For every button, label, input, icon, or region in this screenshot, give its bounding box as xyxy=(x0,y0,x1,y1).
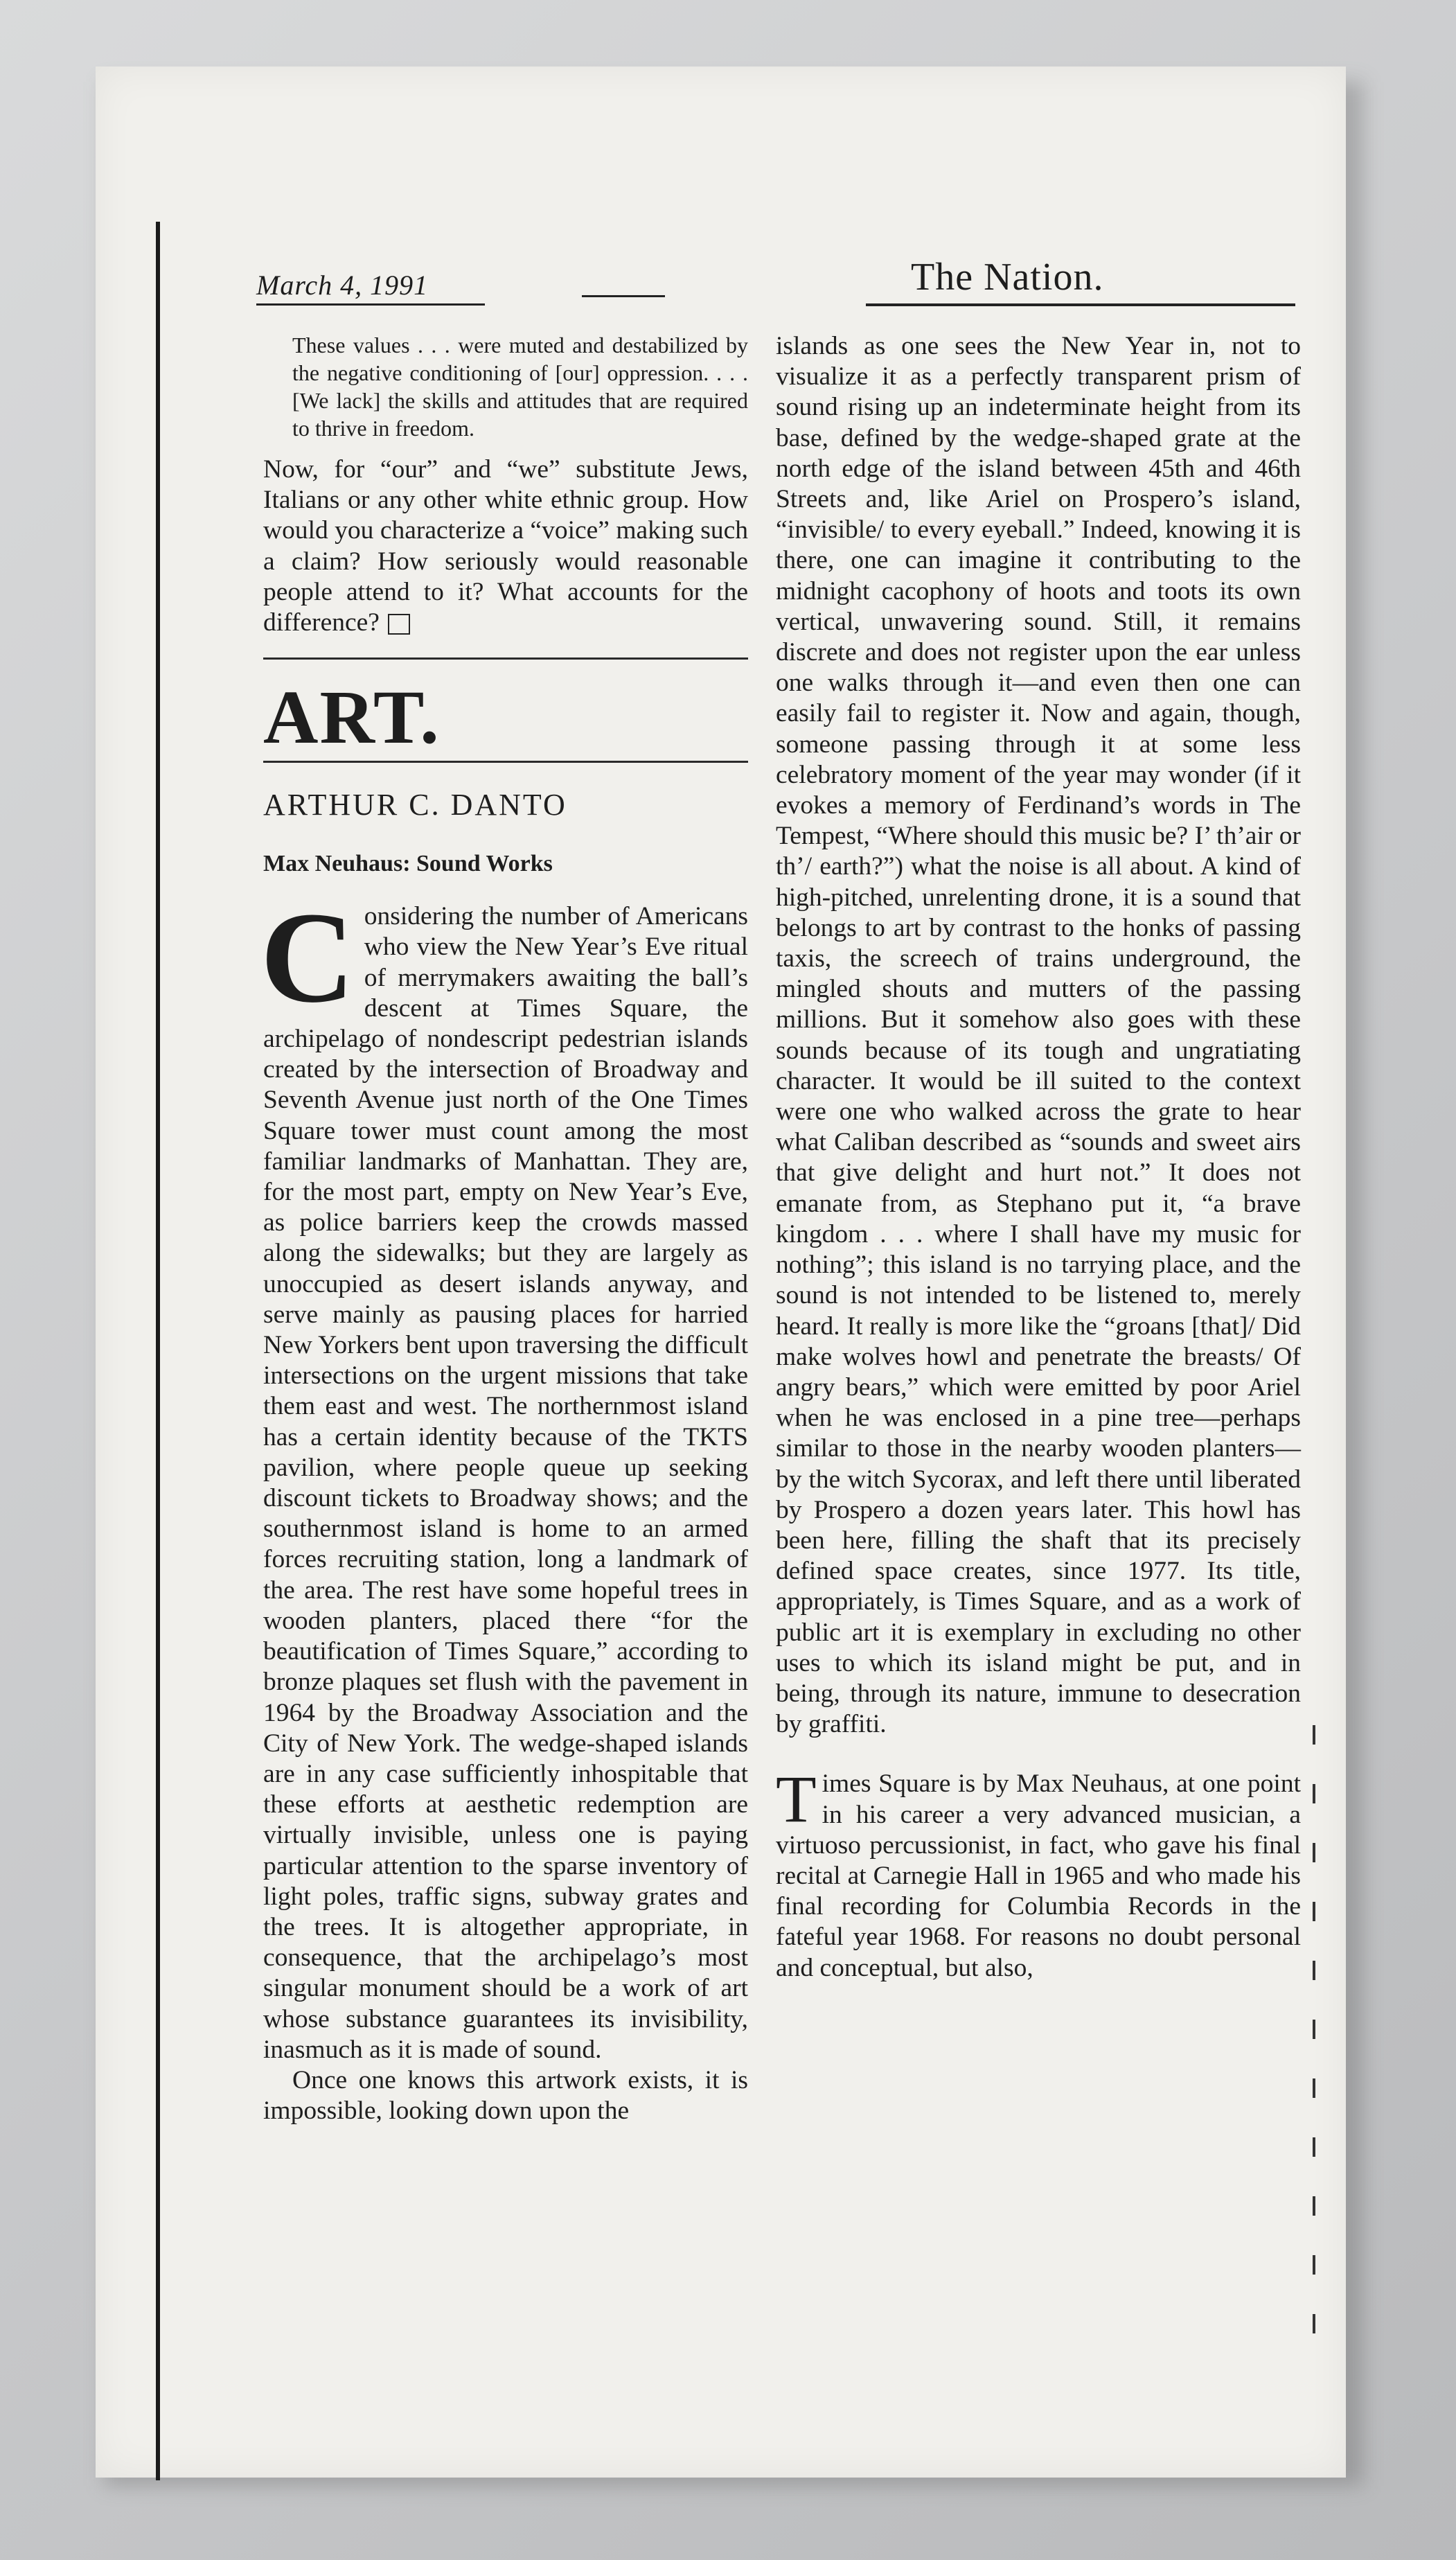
end-mark-icon xyxy=(388,614,410,635)
tick-mark xyxy=(1313,2196,1315,2216)
masthead-rule xyxy=(866,303,1295,306)
dateline-rule xyxy=(256,303,485,306)
left-column xyxy=(260,331,748,2126)
tick-mark xyxy=(1313,2020,1315,2039)
tick-mark xyxy=(1313,1725,1315,1745)
paragraph-text: imes Square is by Max Neuhaus, at one point in his career a very advanced musician, a virtuoso percussionist, in fact, who gave his final recital at Carnegie Hall in 1965 and who made his final recording for Columbia Records in the fateful year 1968. For reasons no doubt personal and conceptual, but also, xyxy=(776,1769,1301,1982)
response-text: Now, for “our” and “we” substitute Jews, Italians or any other white ethnic group. How would you characterize a “voice” making such a claim? How seriously would reasonable people attend to it? What accounts for the difference? xyxy=(263,455,748,637)
article-paragraph xyxy=(260,885,748,2065)
page-header xyxy=(256,255,1295,310)
paragraph-text: onsidering the number of Americans who view the New Year’s Eve ritual of merrymakers awaiting the ball’s descent at Times Square, the archipelago of nondescript pedestrian islands created by the intersection of Broadway and Seventh Avenue just north of the One Times Square tower must count among the most familiar landmarks of Manhattan. They are, for the most part, empty on New Year’s Eve, as police barriers keep the crowds massed along the sidewalks; but they are largely as unoccupied as desert islands anyway, and serve mainly as pausing places for harried New Yorkers bent upon traversing the difficult intersections on the urgent missions that take them east and west. The northernmost island has a certain identity because of the TKTS pavilion, where people queue up seeking discount tickets to Broadway shows; and the southernmost island is home to an armed forces recruiting station, long a landmark of the area. The rest have some hopeful trees in wooden planters, placed there “for the beautification of Times Square,” according to bronze plaques set flush with the pavement in 1964 by the Broadway Association and the City of New York. The wedge-shaped islands are in any case sufficiently inhospitable that these efforts at aesthetic redemption are virtually invisible, unless one is paying particular attention to the sparse inventory of light poles, traffic signs, subway grates and the trees. It is altogether appropriate, in consequence, that the archipelago’s most singular monument should be a work of art whose substance guarantees its invisibility, inasmuch as it is made of sound. xyxy=(263,902,748,2064)
column-rule-left xyxy=(156,222,160,2480)
section-title: ART. xyxy=(263,675,441,760)
dateline: March 4, 1991 xyxy=(256,270,429,301)
response-paragraph xyxy=(263,454,748,638)
tick-mark xyxy=(1313,1784,1315,1803)
header-divider xyxy=(582,295,665,297)
tick-mark xyxy=(1313,2314,1315,2333)
tick-mark xyxy=(1313,1902,1315,1921)
drop-cap: C xyxy=(260,885,355,1030)
section-rule-bottom xyxy=(263,761,748,763)
tick-mark xyxy=(1313,1961,1315,1980)
right-column xyxy=(776,331,1301,1984)
drop-cap: T xyxy=(776,1762,817,1837)
article-paragraph: islands as one sees the New Year in, not to visualize it as a perfectly transparent prism of sound rising up an indeterminate height from its base, defined by the wedge-shaped grate at the north edge of the island between 45th and 46th Streets and, like Ariel on Prospero’s island, “invisible/ to every eyeball.” Indeed, knowing it is there, one can imagine it contributing to the midnight cacophony of hoots and toots its own vertical, unwavering sound. Still, it remains discrete and does not register upon the ear unless one walks through it—and even then one can easily fail to register it. Now and again, though, someone passing through it at some less celebratory moment of the year may wonder (if it evokes a memory of Ferdinand’s words in The Tempest, “Where should this music be? I’ th’air or th’/ earth?”) what the noise is all about. A kind of high-pitched, unrelenting drone, it is a sound that belongs to art by contrast to the honks of passing taxis, the screech of trains underground, the mingled shouts and mutters of the passing millions. But it somehow also goes with these sounds because of its tough and ungratiating character. It would be ill suited to the context were one who walked across the grate to hear what Caliban described as “sounds and sweet airs that give delight and hurt not.” It does not emanate from, as Stephano put it, “a brave kingdom . . . where I shall have my music for nothing”; this island is no tarrying place, and the sound is not intended to be listened to, merely heard. It really is more like the “groans [that]/ Did make wolves howl and penetrate the breasts/ Of angry bears,” which were emitted by poor Ariel when he was enclosed in a pine tree—perhaps similar to those in the nearby wooden planters—by the witch Sycorax, and left there until liberated by Prospero a dozen years later. This howl has been here, filling the shaft that its precisely defined space creates, since 1977. Its title, appropriately, is Times Square, and as a work of public art it is exemplary in excluding no other uses to which its island might be put, and in being, through its nature, immune to desecration by graffiti. xyxy=(776,332,1301,1739)
tick-mark xyxy=(1313,2078,1315,2098)
tick-mark xyxy=(1313,2137,1315,2157)
paragraph-gap xyxy=(776,1740,1301,1769)
article-paragraph: Once one knows this artwork exists, it is impossible, looking down upon the xyxy=(263,2065,748,2126)
tick-mark xyxy=(1313,2255,1315,2275)
section-rule-top xyxy=(263,657,748,660)
author-byline: ARTHUR C. DANTO xyxy=(263,788,567,822)
article-subhead: Max Neuhaus: Sound Works xyxy=(263,851,553,877)
edge-tick-marks xyxy=(1313,1725,1326,2487)
publication-name: The Nation. xyxy=(911,256,1104,299)
block-quote: These values . . . were muted and destabilized by the negative conditioning of [our] oppression. . . . [We lack] the skills and attitudes that are required to thrive in freedom. xyxy=(292,333,748,441)
tick-mark xyxy=(1313,1843,1315,1862)
article-paragraph xyxy=(776,1762,1301,1983)
